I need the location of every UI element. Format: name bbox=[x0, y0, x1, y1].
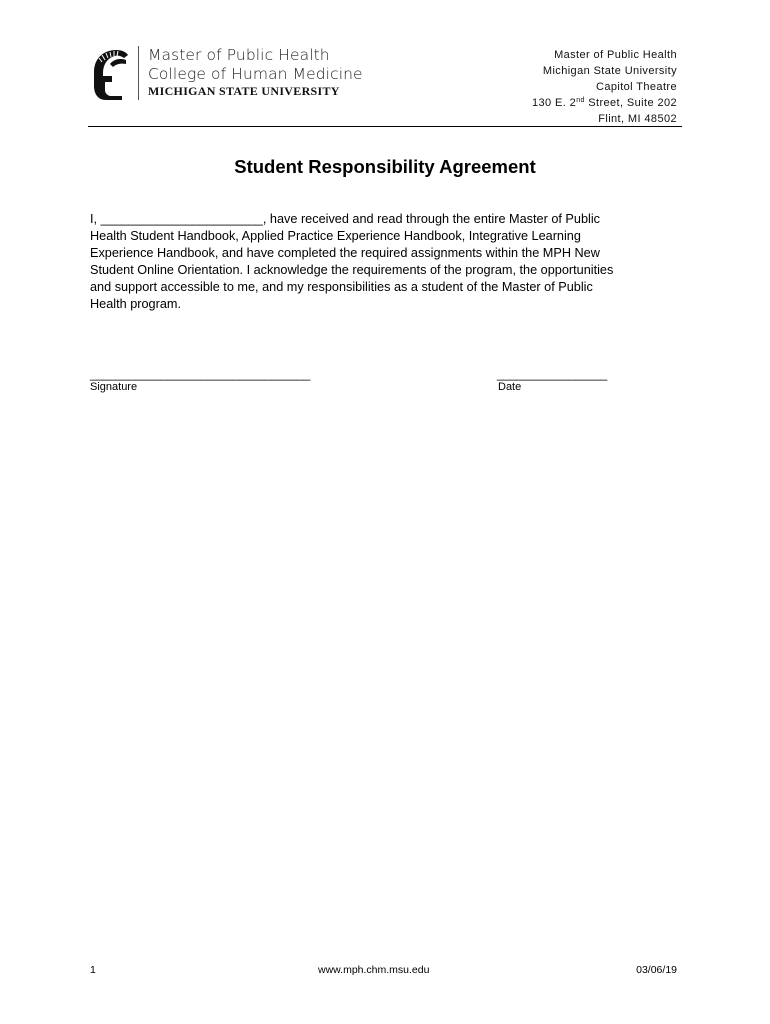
page-number: 1 bbox=[90, 964, 96, 976]
logo-wordmark bbox=[148, 48, 363, 97]
address-ordinal-suffix: nd bbox=[576, 97, 585, 104]
address-street-rest: Street, Suite 202 bbox=[584, 97, 677, 109]
address-line-3: Capitol Theatre bbox=[595, 81, 677, 93]
address-street-number: 130 E. 2 bbox=[532, 97, 577, 109]
logo-university-name: MICHIGAN STATE UNIVERSITY bbox=[148, 84, 340, 98]
date-label: Date bbox=[498, 381, 522, 393]
signature-label: Signature bbox=[90, 381, 138, 393]
logo-college-name: College of Human Medicine bbox=[148, 64, 363, 83]
signature-line: __________________________________ bbox=[90, 367, 311, 381]
footer-date: 03/06/19 bbox=[636, 964, 677, 976]
address-line-5: Flint, MI 48502 bbox=[598, 113, 677, 125]
address-block bbox=[532, 47, 677, 127]
logo-program-name: Master of Public Health bbox=[148, 46, 330, 64]
header-rule bbox=[88, 126, 682, 127]
address-line-1: Master of Public Health bbox=[554, 49, 677, 61]
address-line-2: Michigan State University bbox=[542, 65, 677, 77]
agreement-body: I, _______________________, have received and read through the entire Master of Public Health Student Handbook, Applied Practice Experience Handbook, Integrative Learning Experience Handbook, and have completed the required assignments within the MPH New Student Online Orientation. I acknowledge the requirements of the program, the opportunities and support accessible to me, and my responsibilities as a student of the Master of Public Health program. bbox=[90, 212, 614, 311]
address-line-4 bbox=[532, 95, 677, 111]
date-line: _________________ bbox=[497, 367, 608, 381]
spartan-helmet-icon bbox=[88, 46, 130, 100]
document-title: Student Responsibility Agreement bbox=[234, 156, 536, 177]
logo-divider bbox=[138, 46, 139, 100]
footer-url: www.mph.chm.msu.edu bbox=[318, 964, 430, 976]
